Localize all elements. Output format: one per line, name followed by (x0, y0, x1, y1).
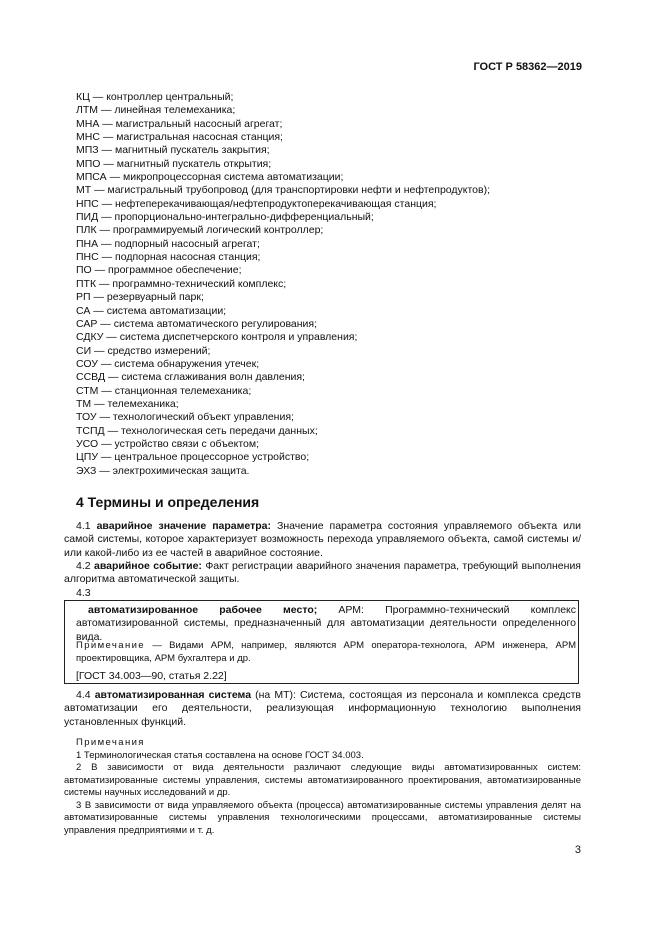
list-item: МНА — магистральный насосный агрегат; (76, 117, 283, 130)
list-item: ПТК — программно-технический комплекс; (76, 277, 287, 290)
list-item: МТ — магистральный трубопровод (для транспортировки нефти и нефтепродуктов); (76, 184, 491, 197)
note-item: 1 Терминологическая статья составлена на основе ГОСТ 34.003. (76, 749, 364, 761)
list-item: НПС — нефтеперекачивающая/нефтепродуктоперекачивающая станция; (76, 197, 437, 210)
list-item: ПЛК — программируемый логический контроллер; (76, 224, 324, 237)
list-item: ЦПУ — центральное процессорное устройство; (76, 451, 310, 464)
list-item: УСО — устройство связи с объектом; (76, 437, 259, 450)
term-4-3 (76, 604, 576, 644)
section-title: 4 Термины и определения (76, 494, 260, 510)
list-item: СИ — средство измерений; (76, 344, 211, 357)
list-item: ТСПД — технологическая сеть передачи данных; (76, 424, 318, 437)
term-4-1 (64, 520, 581, 560)
notes-title: Примечания (76, 737, 145, 748)
term-4-3-number: 4.3 (76, 587, 91, 599)
source-reference: [ГОСТ 34.003—90, статья 2.22] (76, 670, 227, 682)
list-item: МПЗ — магнитный пускатель закрытия; (76, 144, 270, 157)
list-item: МПСА — микропроцессорная система автоматизации; (76, 171, 344, 184)
notes-block (64, 737, 581, 837)
list-item: САР — система автоматического регулирования; (76, 317, 318, 330)
term-note (76, 640, 576, 666)
note-text: — Видами АРМ, например, являются АРМ оператора-технолога, АРМ инженера, АРМ проектировщика, АРМ бухгалтера и др. (76, 640, 576, 664)
document-header: ГОСТ Р 58362—2019 (473, 61, 582, 73)
list-item: СОУ — система обнаружения утечек; (76, 357, 260, 370)
list-item: ТОУ — технологический объект управления; (76, 411, 294, 424)
list-item: ПО — программное обеспечение; (76, 264, 242, 277)
term-definition: Факт регистрации аварийного значения параметра, требующий выполнения алгоритма автоматической защиты. (64, 560, 581, 586)
list-item: ЛТМ — линейная телемеханика; (76, 104, 236, 117)
list-item: ПНА — подпорный насосный агрегат; (76, 237, 260, 250)
list-item: ЭХЗ — электрохимическая защита. (76, 464, 250, 477)
term-definition: Значение параметра состояния управляемого объекта или самой системы, которое характеризует возможность перехода управляемого объекта, самой системы и/или какой-либо из ее частей в аварийное состояние. (64, 520, 582, 559)
abbreviation-list (76, 91, 596, 478)
list-item: КЦ — контроллер центральный; (76, 91, 234, 103)
list-item: ПНС — подпорная насосная станция; (76, 251, 261, 264)
list-item: МПО — магнитный пускатель открытия; (76, 157, 272, 170)
list-item: ПИД — пропорционально-интегрально-дифференциальный; (76, 211, 374, 224)
note-item: 2 В зависимости от вида деятельности различают следующие виды автоматизированных систем: автоматизированные системы управления, системы автоматизированного проектирования, автоматизированные системы научных исследований и др. (64, 762, 581, 798)
list-item: СТМ — станционная телемеханика; (76, 384, 252, 397)
term-name: аварийное событие: (93, 560, 202, 572)
term-name: автоматизированное рабочее место; (88, 604, 318, 616)
term-number: 4.2 (76, 560, 94, 572)
term-number: 4.1 (76, 520, 97, 532)
term-name: аварийное значение параметра: (96, 520, 271, 532)
term-name: автоматизированная система (94, 689, 252, 701)
term-definition: АРМ: Программно-технический комплекс автоматизированной системы, предназначенный для автоматизации деятельности определенного вида. (76, 604, 577, 643)
list-item: ТМ — телемеханика; (76, 397, 179, 410)
page-number: 3 (574, 844, 581, 856)
term-number: 4.4 (76, 689, 95, 701)
term-definition: (на МТ): Система, состоящая из персонала и комплекса средств автоматизации его деятельности, реализующая информационную технологию выполнения установленных функций. (64, 689, 581, 728)
term-4-2 (64, 560, 581, 587)
list-item: РП — резервуарный парк; (76, 291, 204, 304)
list-item: СДКУ — система диспетчерского контроля и управления; (76, 331, 358, 344)
list-item: МНС — магистральная насосная станция; (76, 131, 283, 144)
note-label: Примечание (76, 640, 145, 651)
list-item: СА — система автоматизации; (76, 304, 227, 317)
list-item: ССВД — система сглаживания волн давления; (76, 371, 305, 384)
term-4-4 (64, 689, 581, 729)
note-item: 3 В зависимости от вида управляемого объекта (процесса) автоматизированные системы управления делят на автоматизированные системы управления технологическими процессами, автоматизированные системы управления предприятиями и т. д. (64, 799, 581, 836)
